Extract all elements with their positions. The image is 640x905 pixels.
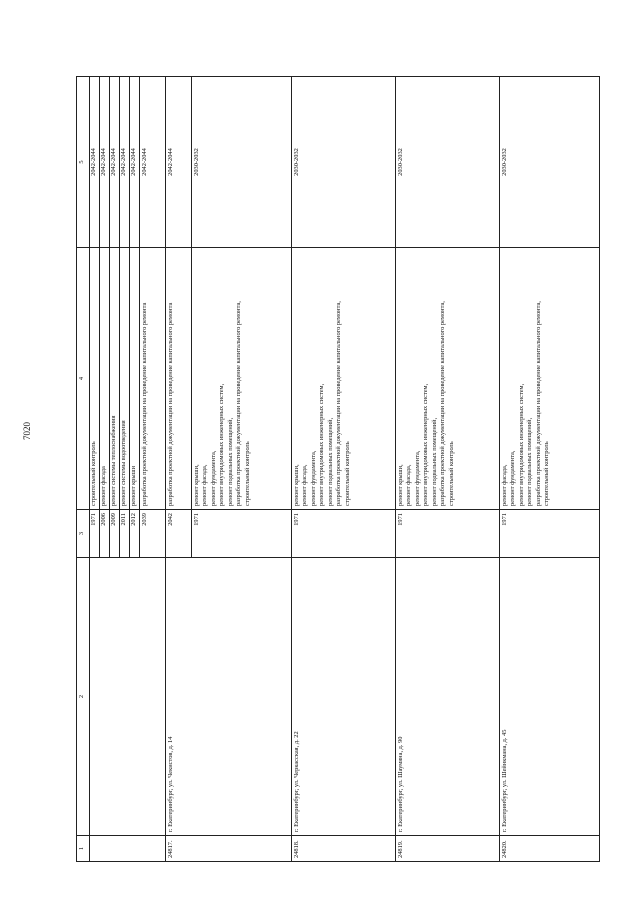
work-line: разработка проектной документации на проведение капитального ремонта (167, 302, 174, 506)
rotated-table-wrapper (76, 77, 600, 862)
work-line: ремонт фасада, (405, 464, 413, 506)
work-cell: ремонт системы водоотведения (120, 248, 130, 510)
work-cell (500, 248, 600, 510)
work-cell: ремонт фасада (100, 248, 110, 510)
work-line: строительный контроль (343, 441, 351, 506)
column-header-5: 5 (77, 77, 90, 248)
work-line: ремонт фундамента, (413, 450, 421, 506)
year-cell: 2042 (166, 510, 192, 558)
address-cell (90, 558, 166, 836)
table-row (292, 77, 396, 862)
term-cell: 2042-2044 (110, 77, 120, 248)
term-cell: 2042-2044 (130, 77, 140, 248)
year-cell: 1971 (90, 510, 100, 558)
work-cell: разработка проектной документации на проведение капитального ремонта (140, 248, 166, 510)
num-cell: 24819. (396, 836, 500, 862)
term-cell: 2030-2032 (192, 77, 292, 248)
work-line: ремонт фундамента, (309, 450, 317, 506)
year-cell: 1971 (500, 510, 600, 558)
work-cell: ремонт системы теплоснабжения (110, 248, 120, 510)
work-line: ремонт подвальных помещений, (326, 417, 334, 506)
term-cell: 2030-2032 (292, 77, 396, 248)
num-cell: 24820. (500, 836, 600, 862)
work-line: ремонт внутридомовых инженерных систем, (422, 383, 430, 506)
term-cell: 2042-2044 (120, 77, 130, 248)
term-cell: 2042-2044 (140, 77, 166, 248)
column-header-2: 2 (77, 558, 90, 836)
work-line: ремонт фасада, (301, 464, 309, 506)
address-cell: г. Екатеринбург, ул. Шаумяна, д. 90 (396, 558, 500, 836)
work-line: строительный контроль (243, 441, 251, 506)
table-row (500, 77, 600, 862)
page-number: 7020 (22, 422, 32, 440)
year-cell: 1971 (292, 510, 396, 558)
work-line: ремонт фундамента, (209, 450, 217, 506)
work-line: ремонт подвальных помещений, (526, 417, 534, 506)
work-line: ремонт внутридомовых инженерных систем, (517, 383, 525, 506)
year-cell: 1971 (192, 510, 292, 558)
term-cell: 2042-2044 (166, 77, 192, 248)
work-cell: строительный контроль (90, 248, 100, 510)
term-cell: 2030-2032 (500, 77, 600, 248)
year-cell: 2006 (100, 510, 110, 558)
work-line: ремонт крыши, (397, 464, 404, 506)
column-header-1: 1 (77, 836, 90, 862)
address-cell: г. Екатеринбург, ул. Чекистов, д. 14 (166, 558, 292, 836)
work-cell (192, 248, 292, 510)
work-line: ремонт крыши, (193, 464, 200, 506)
num-cell: 24818. (292, 836, 396, 862)
work-line: ремонт крыши, (293, 464, 300, 506)
work-line: ремонт подвальных помещений, (226, 417, 234, 506)
work-line: ремонт подвальных помещений, (430, 417, 438, 506)
work-line: ремонт фасада, (501, 464, 508, 506)
address-cell: г. Екатеринбург, ул. Черкасская, д. 22 (292, 558, 396, 836)
year-cell: 2009 (110, 510, 120, 558)
num-cell: 24817. (166, 836, 292, 862)
work-line: разработка проектной документации на проведение капитального ремонта, (235, 301, 243, 506)
year-cell: 2012 (130, 510, 140, 558)
table-row (90, 77, 100, 862)
work-line: разработка проектной документации на проведение капитального ремонта, (439, 301, 447, 506)
work-cell (396, 248, 500, 510)
work-cell (166, 248, 192, 510)
repair-schedule-table (76, 76, 600, 862)
address-cell: г. Екатеринбург, ул. Шейнкмана, д. 45 (500, 558, 600, 836)
header-row (77, 77, 90, 862)
work-line: строительный контроль (447, 441, 455, 506)
num-cell (90, 836, 166, 862)
work-cell (292, 248, 396, 510)
work-line: строительный контроль (543, 441, 551, 506)
term-cell: 2042-2044 (90, 77, 100, 248)
table-row (166, 77, 192, 862)
work-line: ремонт внутридомовых инженерных систем, (218, 383, 226, 506)
work-line: ремонт фундамента, (509, 450, 517, 506)
work-line: разработка проектной документации на проведение капитального ремонта, (335, 301, 343, 506)
work-line: разработка проектной документации на проведение капитального ремонта, (534, 301, 542, 506)
term-cell: 2030-2032 (396, 77, 500, 248)
work-cell: ремонт крыши (130, 248, 140, 510)
column-header-4: 4 (77, 248, 90, 510)
work-line: ремонт внутридомовых инженерных систем, (318, 383, 326, 506)
work-line: ремонт фасада, (201, 464, 209, 506)
table-row (396, 77, 500, 862)
year-cell: 1971 (396, 510, 500, 558)
year-cell: 2011 (120, 510, 130, 558)
term-cell: 2042-2044 (100, 77, 110, 248)
column-header-3: 3 (77, 510, 90, 558)
year-cell: 2039 (140, 510, 166, 558)
